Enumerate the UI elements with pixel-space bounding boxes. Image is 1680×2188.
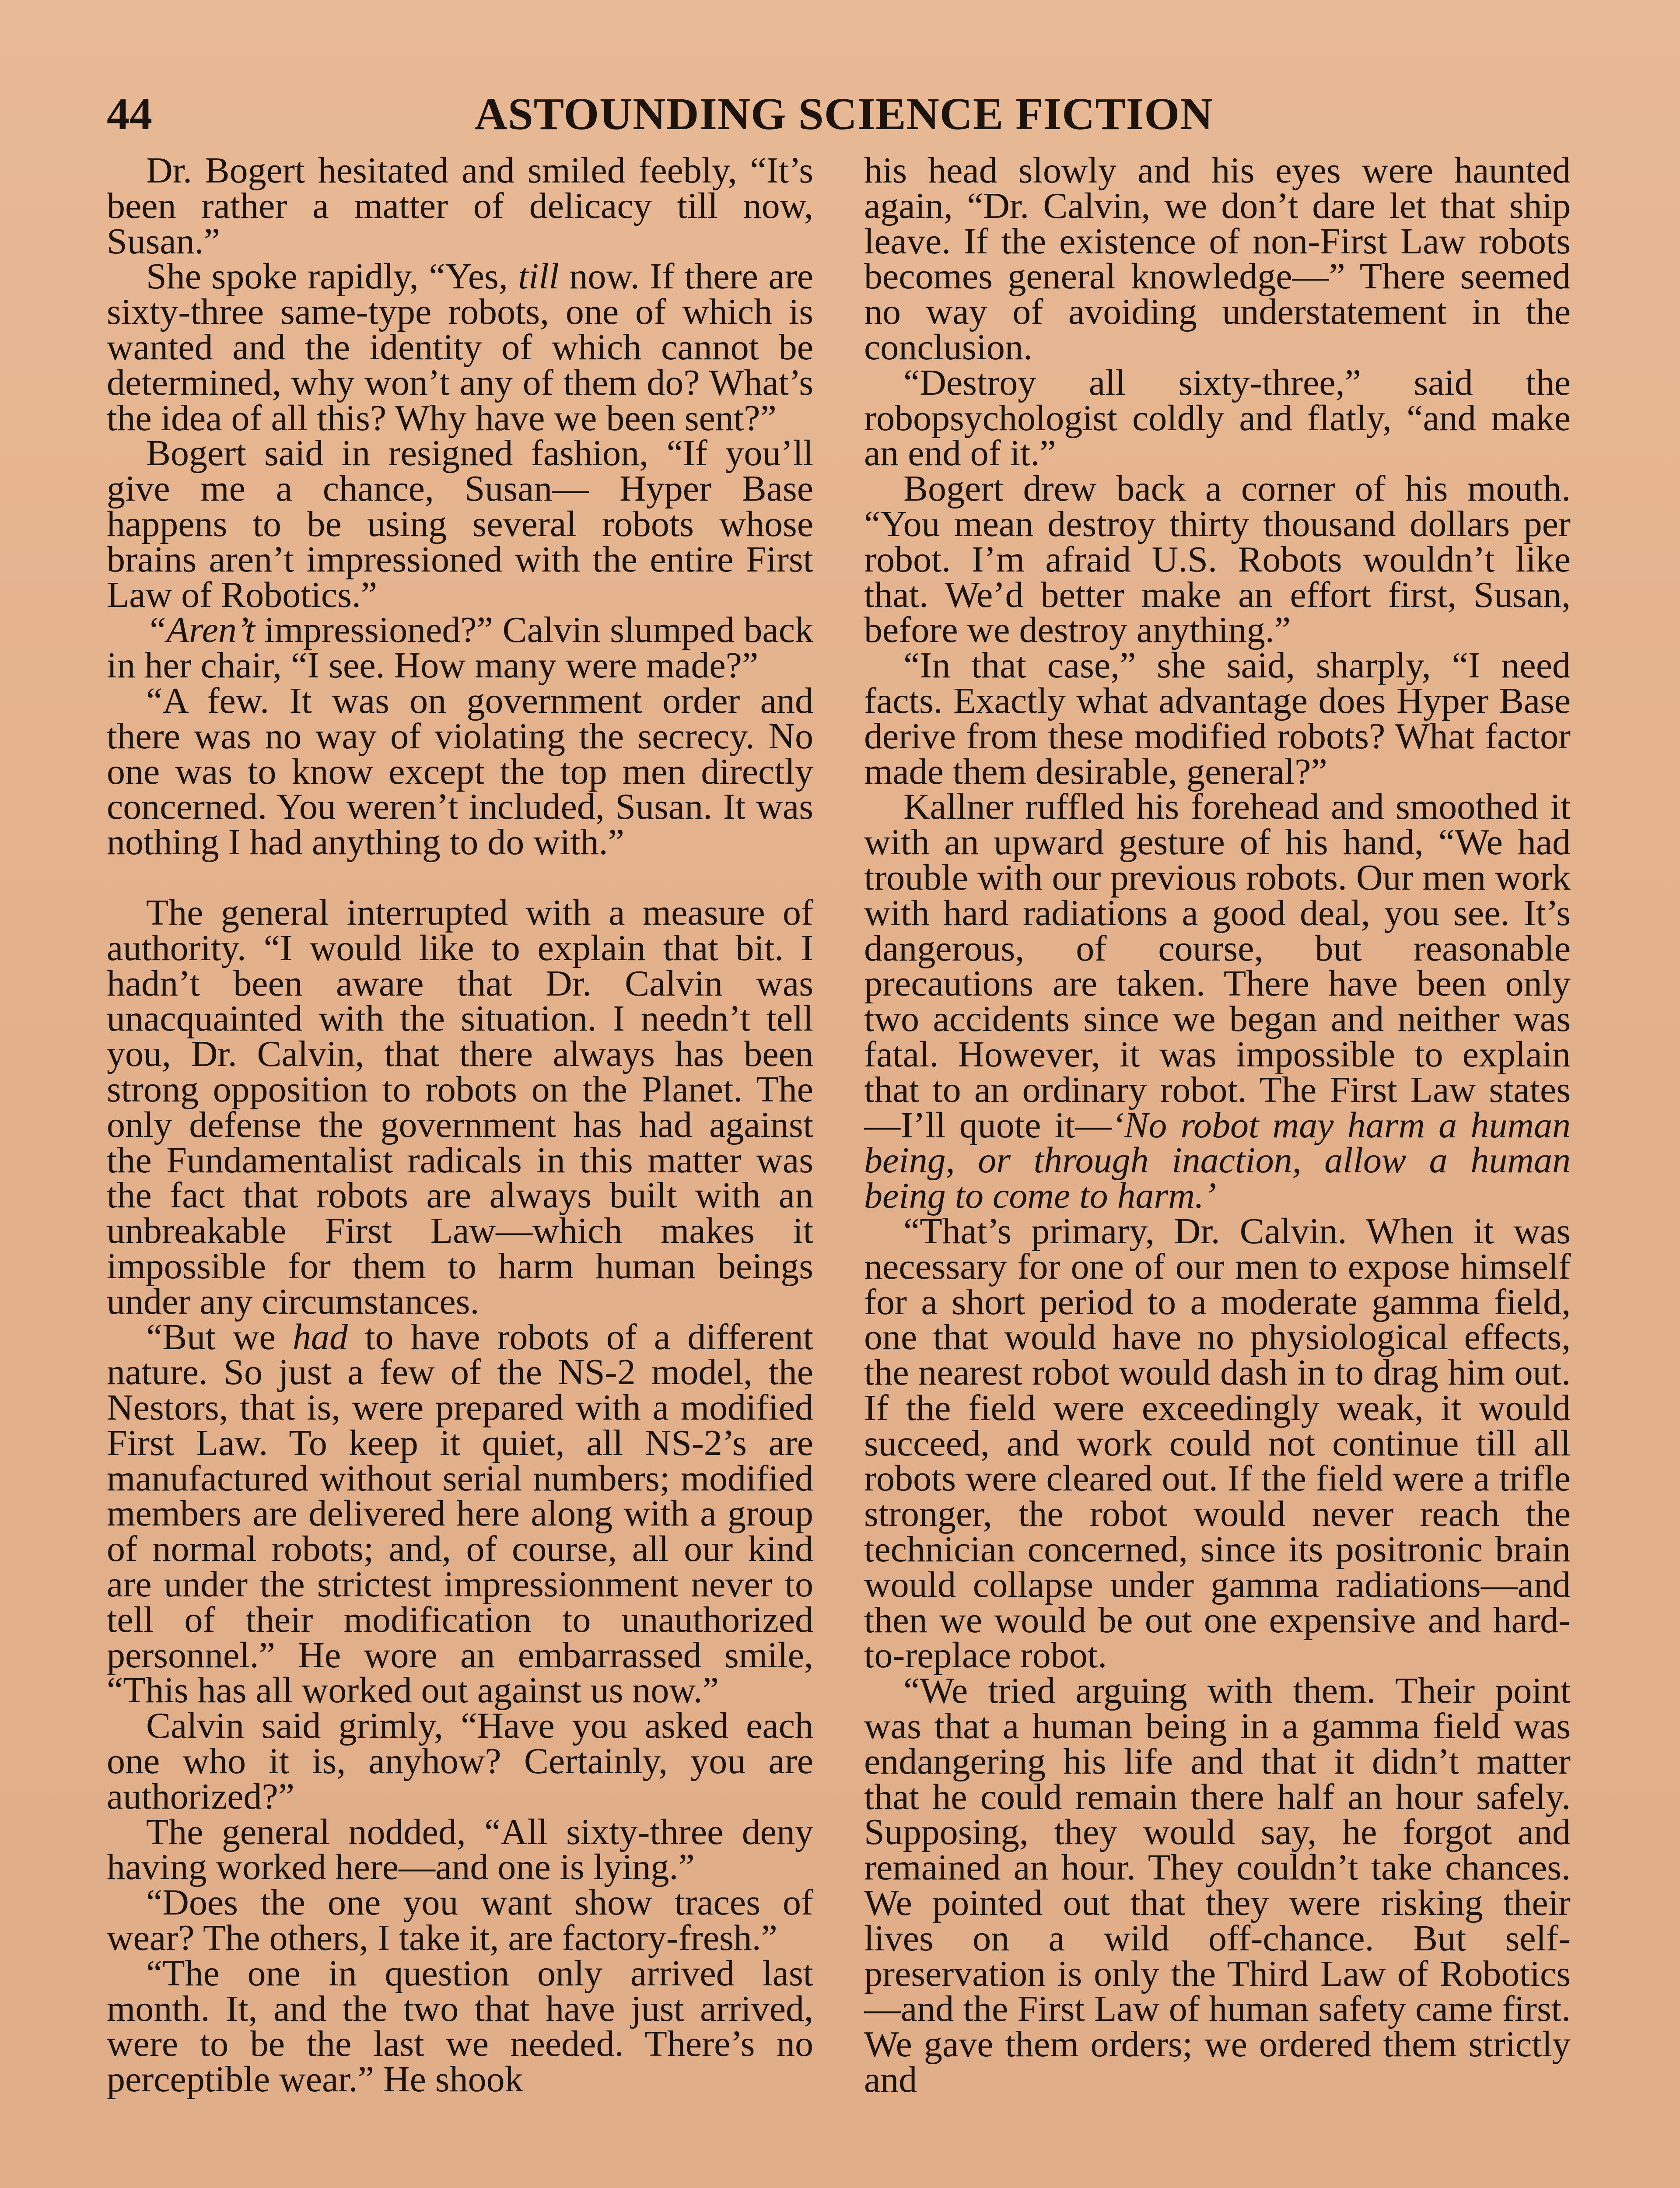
- paragraph: The general nodded, “All sixty-three deny having worked here—and one is lying.”: [107, 1811, 813, 1888]
- paragraph: “The one in question only arrived last month. It, and the two that have just arrived, were to be the last we needed. There’s no perceptible wear.” He shook: [107, 1953, 813, 2100]
- italic-text: “Aren’t: [146, 610, 255, 651]
- italic-text: had: [293, 1316, 348, 1357]
- text-run: now. If there are sixty-three same-type robots, one of which is wanted and the identity of which cannot be determined, why won’t any of them do? What’s the idea of all this? Why have we been sent?”: [107, 256, 813, 438]
- text-run: Kallner ruffled his forehead and smoothed it with an upward gesture of his hand, “We had trouble with our previous robots. Our men work with hard radiations a good deal, you see. It’s dangerous, of course, but reasonable precautions are taken. There have been only two accidents since we began and neither was fatal. However, it was impossible to explain that to an ordinary robot. The First Law states—I’ll quote it—: [864, 786, 1571, 1146]
- left-text-column: [107, 153, 813, 2188]
- paragraph: [107, 610, 813, 686]
- paragraph: Dr. Bogert hesitated and smiled feebly, “It’s been rather a matter of delicacy till now, Susan.”: [107, 153, 813, 262]
- paragraph: “That’s primary, Dr. Calvin. When it was necessary for one of our men to expose himself for a short period to a moderate gamma field, one that would have no physiological effects, the nearest robot would dash in to drag him out. If the field were exceedingly weak, it would succeed, and work could not continue till all robots were cleared out. If the field were a trifle stronger, the robot would never reach the technician concerned, since its positronic brain would collapse under gamma radiations—and then we would be out one expensive and hard-to-replace robot.: [864, 1210, 1571, 1676]
- paragraph: [107, 256, 813, 438]
- paragraph: “In that case,” she said, sharply, “I need facts. Exactly what advantage does Hyper Base derive from these modified robots? What factor made them desirable, general?”: [864, 645, 1571, 792]
- paragraph: “A few. It was on government order and there was no way of violating the secrecy. No one was to know except the top men directly concerned. You weren’t included, Susan. It was nothing I had anything to do with.”: [107, 680, 813, 863]
- text-run: to have robots of a different nature. So just a few of the NS-2 model, the Nestors, that is, were prepared with a modified First Law. To keep it quiet, all NS-2’s are manufactured without serial numbers; modified members are delivered here along with a group of normal robots; and, of course, all our kind are under the strictest impressionment never to tell of their modification to unauthorized personnel.” He wore an embarrassed smile, “This has all worked out against us now.”: [107, 1316, 813, 1711]
- paragraph-continued: his head slowly and his eyes were haunted again, “Dr. Calvin, we don’t dare let that ship leave. If the existence of non-First Law robots becomes general knowledge—” There seemed no way of avoiding understatement in the conclusion.: [864, 153, 1571, 368]
- paragraph: The general interrupted with a measure of authority. “I would like to explain that bit. I hadn’t been aware that Dr. Calvin was unacquainted with the situation. I needn’t tell you, Dr. Calvin, that there always has been strong opposition to robots on the Planet. The only defense the government has had against the Fundamentalist radicals in this matter was the fact that robots are always built with an unbreakable First Law—which makes it impossible for them to harm human beings under any circumstances.: [107, 892, 813, 1322]
- paragraph: Bogert said in resigned fashion, “If you’ll give me a chance, Susan— Hyper Base happens to be using several robots whose brains aren’t impressioned with the entire First Law of Robotics.”: [107, 433, 813, 615]
- italic-text: ‘No robot may harm a human being, or through inaction, allow a human being to come to harm.’: [864, 1105, 1571, 1217]
- paragraph: “We tried arguing with them. Their point was that a human being in a gamma field was endangering his life and that it didn’t matter that he could remain there half an hour safely. Supposing, they would say, he forgot and remained an hour. They couldn’t take chances. We pointed out that they were risking their lives on a wild off-chance. But self-preservation is only the Third Law of Robotics—and the First Law of human safety came first. We gave them orders; we ordered them strictly and: [864, 1670, 1571, 2100]
- paragraph: Bogert drew back a corner of his mouth. “You mean destroy thirty thousand dollars per robot. I’m afraid U.S. Robots wouldn’t like that. We’d better make an effort first, Susan, before we destroy anything.”: [864, 468, 1571, 651]
- text-run: impressioned?” Calvin slumped back in her chair, “I see. How many were made?”: [107, 610, 813, 686]
- page-number: 44: [107, 89, 152, 139]
- paragraph: “Destroy all sixty-three,” said the robopsychologist coldly and flatly, “and make an end of it.”: [864, 362, 1571, 474]
- paragraph: “Does the one you want show traces of wear? The others, I take it, are factory-fresh.”: [107, 1882, 813, 1959]
- text-run: She spoke rapidly, “Yes,: [146, 256, 518, 297]
- paragraph: [107, 1316, 813, 1711]
- paragraph: Calvin said grimly, “Have you asked each one who it is, anyhow? Certainly, you are authorized?”: [107, 1705, 813, 1817]
- paragraph: [864, 786, 1571, 1217]
- page-header: [107, 81, 1581, 147]
- right-text-column: [864, 153, 1571, 2188]
- text-run: “But we: [146, 1316, 293, 1357]
- running-title: ASTOUNDING SCIENCE FICTION: [474, 89, 1214, 139]
- italic-text: till: [518, 256, 559, 297]
